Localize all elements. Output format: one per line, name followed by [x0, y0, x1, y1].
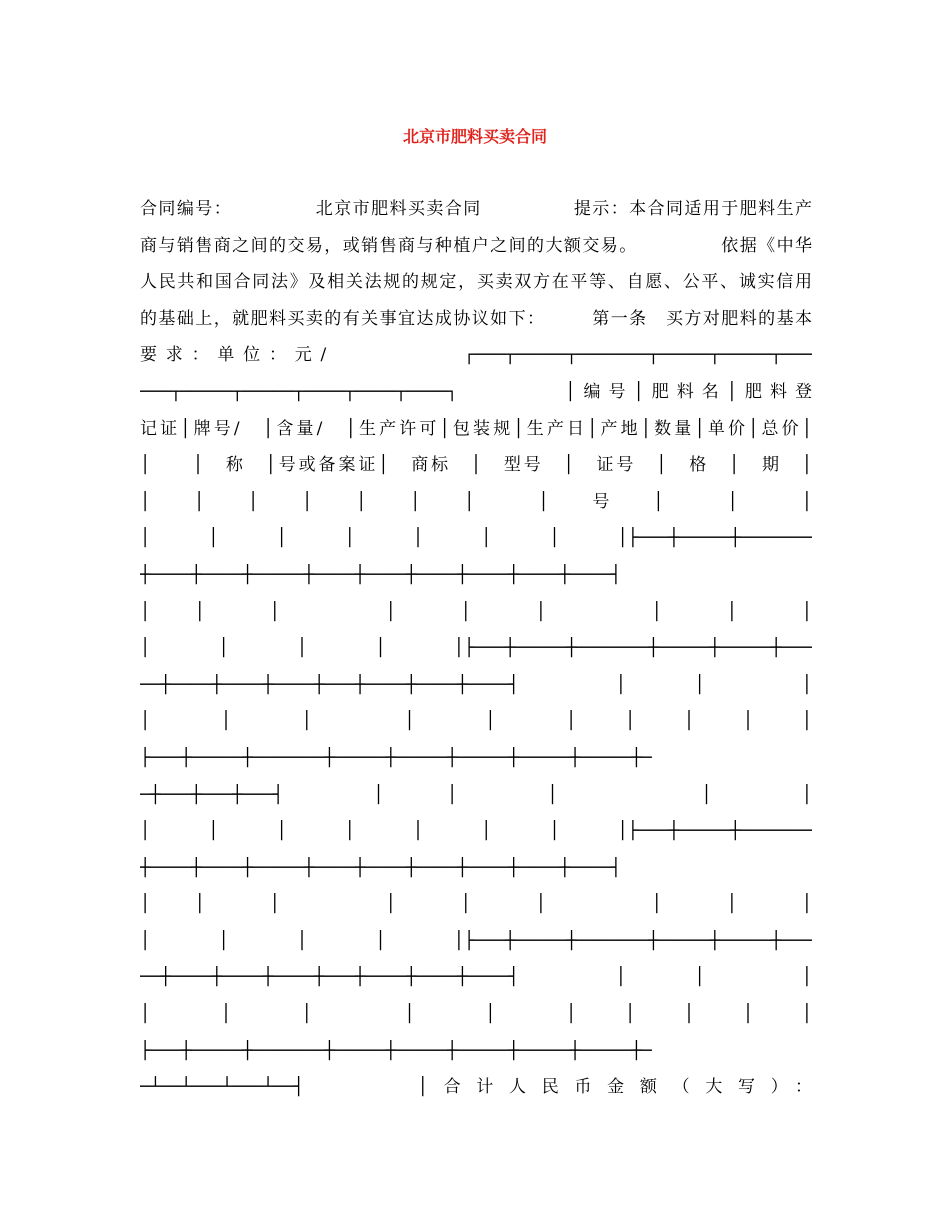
body-line: ├───┼─────┼───────┼─────┼─────┼─────┼─────┼─────┼─	[140, 747, 652, 768]
body-line: │ │ │ │ │ │ │ │├───┼─────┼───────	[140, 528, 812, 549]
body-line: │ │ │ │ │ │ │ │ │	[140, 601, 812, 622]
body-line: │ │ 称 │号或备案证│ 商标 │ 型号 │ 证号 │ 格 │ 期 │	[140, 455, 812, 476]
body-line: 记证│牌号/ │含量/ │生产许可│包装规│生产日│产地│数量│单价│总价│	[140, 418, 812, 439]
body-line: 要求：单位：元/ ┌───┬─────┬───────┬─────┬─────┬───	[140, 345, 812, 366]
body-line: │ │ │ │ │ │ │ │ │ │	[140, 1004, 812, 1025]
body-line: ───┬─────┬─────┬────┬────┬────┐ │编号│肥料名│肥料登	[140, 381, 812, 402]
document-title: 北京市肥料买卖合同	[402, 127, 547, 146]
body-line: 合同编号： 北京市肥料买卖合同 提示：本合同适用于肥料生产	[140, 199, 812, 219]
body-line: │ │ │ │ │ │ │ │├───┼─────┼───────	[140, 821, 812, 842]
body-line: 人民共和国合同法》及相关法规的规定，买卖双方在平等、自愿、公平、诚实信用	[140, 272, 812, 293]
body-line: 商与销售商之间的交易，或销售商与种植户之间的大额交易。 依据《中华	[140, 235, 812, 256]
body-line: ├───┼─────┼───────┼─────┼─────┼─────┼─────┼─────┼─	[140, 1040, 652, 1061]
body-line: ─┴──┴───┴───┴──┤ │合计人民币金额（大写）：	[140, 1077, 812, 1098]
body-line: │ │ │ │ │ │ │ │ │	[140, 894, 812, 915]
body-line: ──┼────┼────┼────┼───┼────┼────┼────┤ │ │ │	[140, 674, 812, 695]
body-line: ──┼────┼────┼────┼───┼────┼────┼────┤ │ │ │	[140, 967, 812, 988]
body-line: ┼────┼────┼─────┼────┼────┼────┼────┼────┼────┤	[140, 857, 622, 878]
body-line: │ │ │ │ │ │ │ │ 号 │ │ │	[140, 491, 812, 512]
body-line: ┼────┼────┼─────┼────┼────┼────┼────┼────┼────┤	[140, 564, 622, 585]
body-line: ─┼───┼───┼───┤ │ │ │ │ │	[140, 784, 812, 805]
body-line: │ │ │ │ │├───┼─────┼───────┼─────┼─────┼───	[140, 638, 812, 659]
contract-body	[140, 191, 812, 1106]
body-line: 的基础上，就肥料买卖的有关事宜达成协议如下： 第一条 买方对肥料的基本	[140, 308, 812, 329]
body-line: │ │ │ │ │ │ │ │ │ │	[140, 711, 812, 732]
body-line: │ │ │ │ │├───┼─────┼───────┼─────┼─────┼───	[140, 930, 812, 951]
